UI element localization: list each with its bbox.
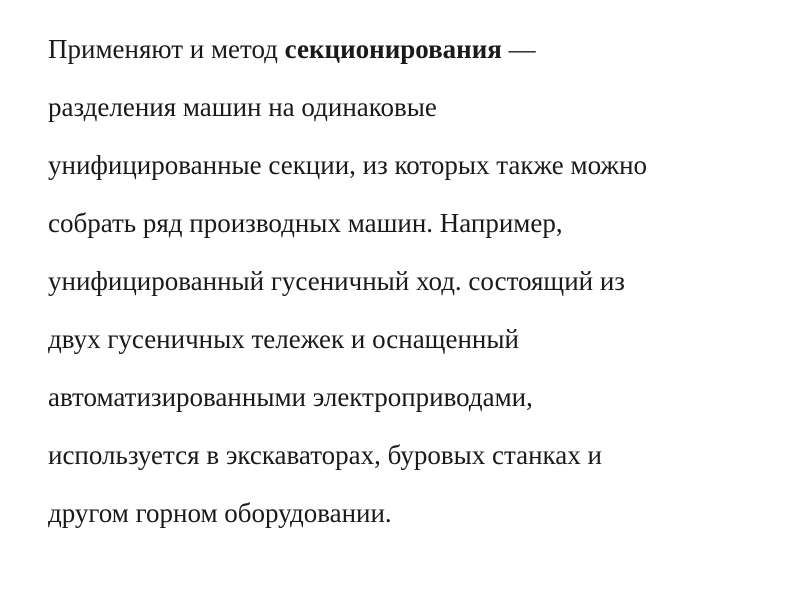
text-line-1 [48,20,768,78]
text-line-9: другом горном оборудовании. [48,498,392,528]
text-line-6: двух гусеничных тележек и оснащенный [48,324,519,354]
text-line-5: унифицированный гусеничный ход. состоящий из [48,266,625,296]
text-line-2: разделения машин на одинаковые [48,92,437,122]
line1-text-after: — [501,34,536,64]
highlighted-term: секционирования [284,34,502,64]
text-line-8: используется в экскаваторах, буровых станках и [48,440,602,470]
text-line-4: собрать ряд производных машин. Например, [48,208,563,238]
text-line-7: автоматизированными электроприводами, [48,382,533,412]
text-line-3: унифицированные секции, из которых также можно [48,150,648,180]
line1-text-before: Применяют и метод [48,34,285,64]
body-paragraph [48,20,768,542]
